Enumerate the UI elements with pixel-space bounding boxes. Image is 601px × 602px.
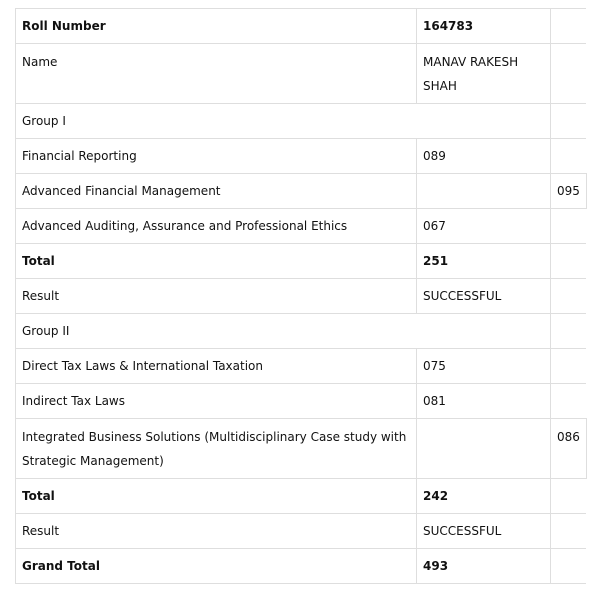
empty-cell [551,479,587,514]
empty-cell [551,139,587,174]
subject-marks: 081 [417,384,551,419]
empty-cell [551,244,587,279]
empty-cell [551,104,587,139]
roll-number-row [16,9,587,44]
subject-row [16,209,587,244]
subject-marks: 067 [417,209,551,244]
grand-total-row [16,549,587,584]
grand-total-value: 493 [417,549,551,584]
result-value: SUCCESSFUL [417,279,551,314]
result-row [16,279,587,314]
subject-name: Advanced Financial Management [16,174,417,209]
name-row [16,44,587,104]
subject-name: Integrated Business Solutions (Multidisciplinary Case study with Strategic Management) [16,419,417,479]
group-heading-row [16,314,587,349]
empty-cell [551,279,587,314]
subject-name: Direct Tax Laws & International Taxation [16,349,417,384]
roll-number-value: 164783 [417,9,551,44]
empty-cell [551,384,587,419]
empty-cell [417,419,551,479]
result-value: SUCCESSFUL [417,514,551,549]
name-value: MANAV RAKESH SHAH [417,44,551,104]
empty-cell [551,549,587,584]
result-label: Result [16,279,417,314]
group1-heading: Group I [16,104,551,139]
total-row [16,244,587,279]
subject-name: Advanced Auditing, Assurance and Professional Ethics [16,209,417,244]
subject-row [16,174,587,209]
subject-marks: 095 [551,174,587,209]
subject-row [16,384,587,419]
subject-marks: 075 [417,349,551,384]
total-label: Total [16,479,417,514]
result-label: Result [16,514,417,549]
empty-cell [551,9,587,44]
total-value: 251 [417,244,551,279]
subject-row [16,349,587,384]
empty-cell [551,514,587,549]
group-heading-row [16,104,587,139]
empty-cell [551,314,587,349]
result-table [15,8,587,584]
empty-cell [417,174,551,209]
subject-marks: 086 [551,419,587,479]
subject-marks: 089 [417,139,551,174]
empty-cell [551,349,587,384]
total-label: Total [16,244,417,279]
roll-number-label: Roll Number [16,9,417,44]
grand-total-label: Grand Total [16,549,417,584]
subject-name: Financial Reporting [16,139,417,174]
empty-cell [551,44,587,104]
result-row [16,514,587,549]
name-label: Name [16,44,417,104]
empty-cell [551,209,587,244]
subject-row [16,139,587,174]
subject-row [16,419,587,479]
group2-heading: Group II [16,314,551,349]
total-row [16,479,587,514]
subject-name: Indirect Tax Laws [16,384,417,419]
total-value: 242 [417,479,551,514]
